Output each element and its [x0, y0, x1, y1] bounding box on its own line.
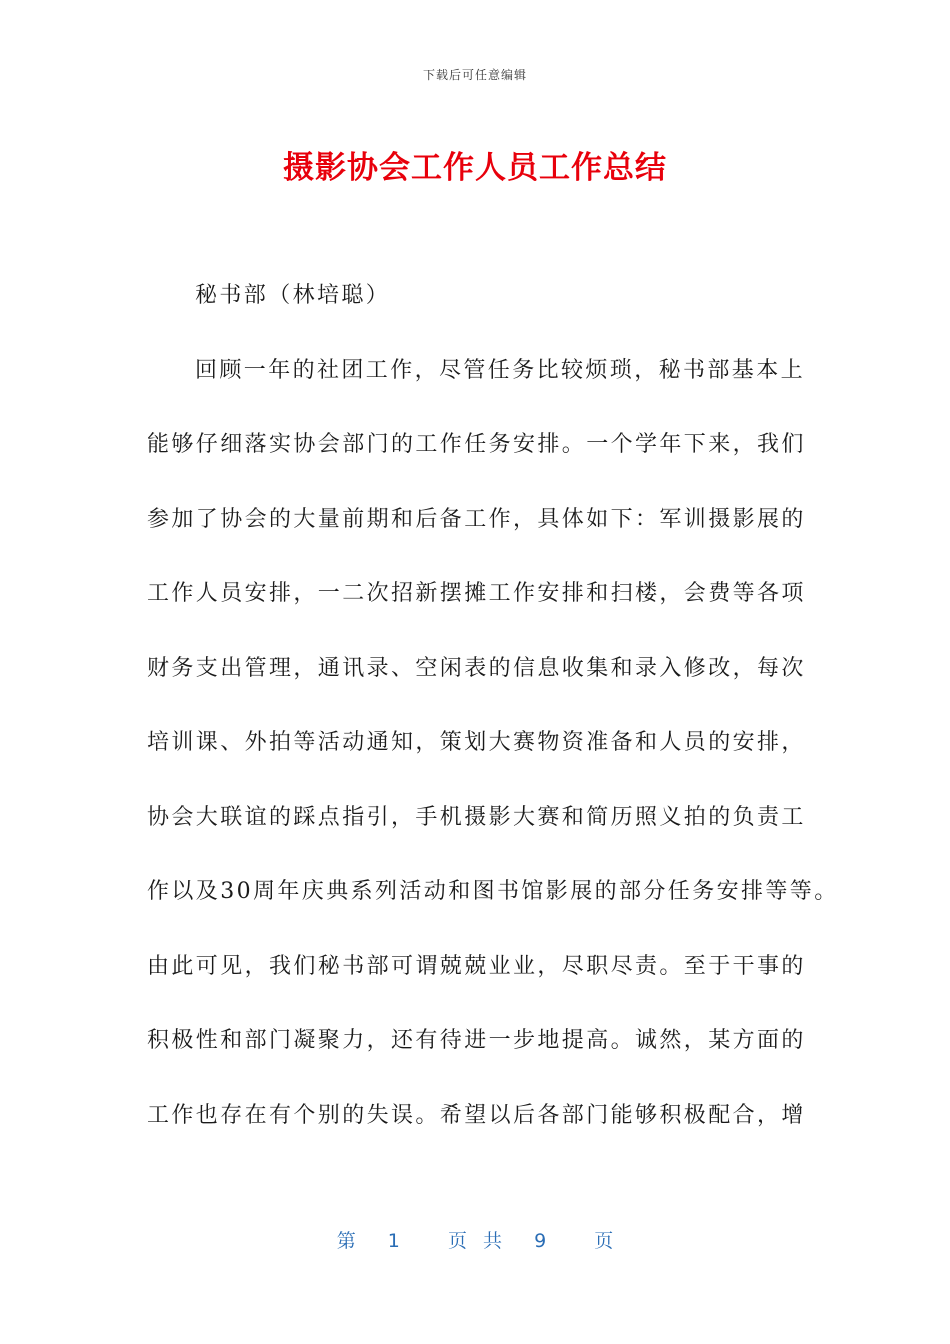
document-title: 摄影协会工作人员工作总结	[283, 150, 667, 186]
page-number-footer: 第 1 页 共 9 页	[336, 1230, 614, 1252]
header-note: 下载后可任意编辑	[422, 68, 527, 82]
paragraph-line: 财务支出管理，通讯录、空闲表的信息收集和录入修改，每次	[147, 655, 806, 681]
paragraph-line: 积极性和部门凝聚力，还有待进一步地提高。诚然，某方面的	[147, 1028, 806, 1053]
paragraph-line: 工作也存在有个别的失误。希望以后各部门能够积极配合，增	[147, 1102, 806, 1128]
paragraph-line: 作以及30周年庆典系列活动和图书馆影展的部分任务安排等等。	[147, 879, 839, 904]
paragraph-line: 工作人员安排，一二次招新摆摊工作安排和扫楼，会费等各项	[147, 581, 806, 606]
paragraph-line: 能够仔细落实协会部门的工作任务安排。一个学年下来，我们	[147, 432, 806, 457]
paragraph-line: 回顾一年的社团工作，尽管任务比较烦琐，秘书部基本上	[195, 357, 806, 383]
paragraph-line: 培训课、外拍等活动通知，策划大赛物资准备和人员的安排，	[147, 730, 806, 755]
paragraph-line: 参加了协会的大量前期和后备工作，具体如下：军训摄影展的	[147, 506, 806, 532]
document-body	[147, 276, 839, 1170]
author-line: 秘书部（林培聪）	[195, 283, 391, 308]
paragraph-line: 由此可见，我们秘书部可谓兢兢业业，尽职尽责。至于干事的	[147, 953, 806, 979]
paragraph-line: 协会大联谊的踩点指引，手机摄影大赛和简历照义拍的负责工	[147, 804, 806, 830]
